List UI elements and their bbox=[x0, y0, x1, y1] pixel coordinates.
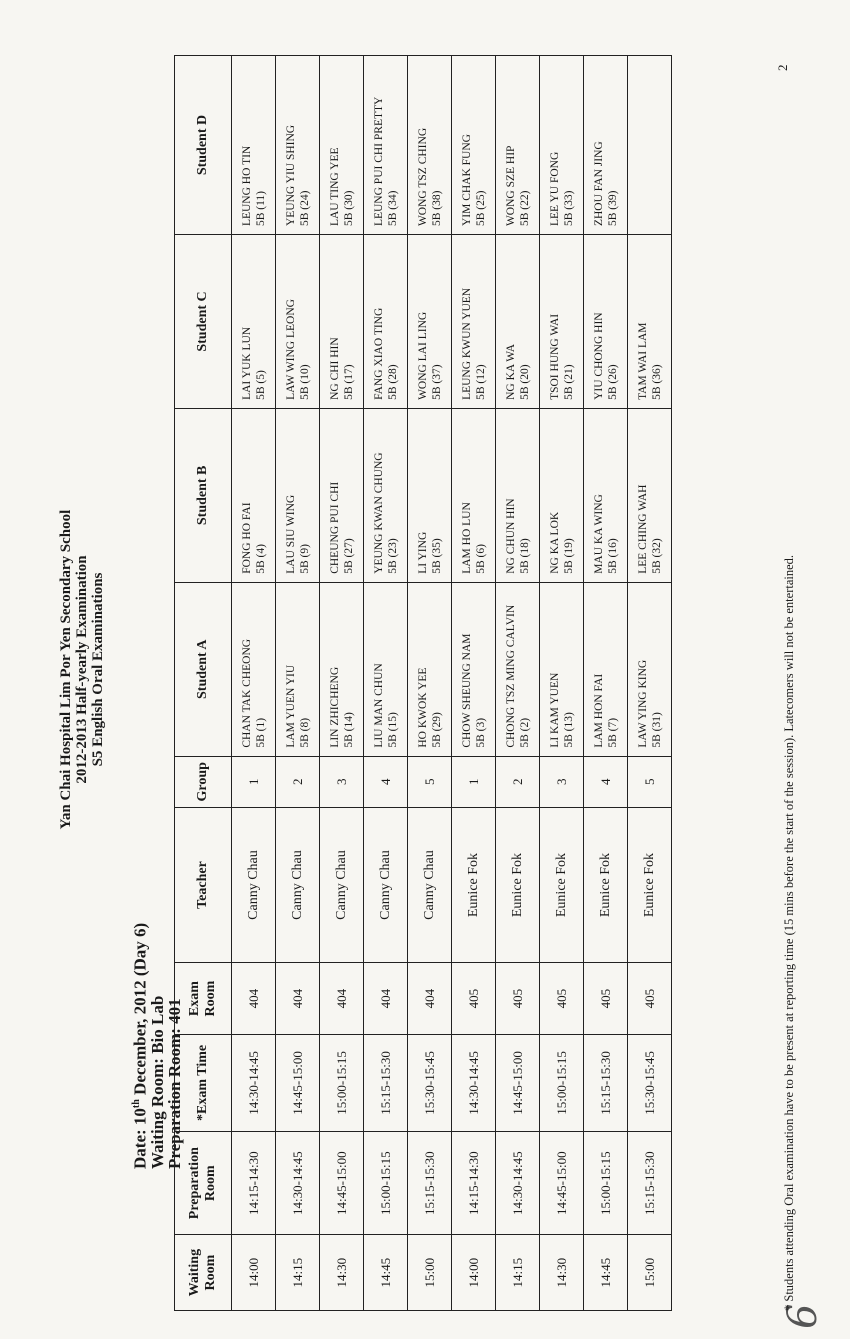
student-class: 5B (1) bbox=[254, 717, 267, 748]
student-a-cell bbox=[540, 582, 584, 756]
student-class: 5B (36) bbox=[650, 364, 663, 400]
handwritten-mark: 6 bbox=[780, 1303, 826, 1329]
exam-room-cell: 404 bbox=[408, 963, 452, 1035]
waiting-time-cell: 15:00 bbox=[628, 1235, 672, 1311]
exam-time-cell: 15:15-15:30 bbox=[584, 1034, 628, 1131]
waiting-time-cell: 15:00 bbox=[408, 1235, 452, 1311]
teacher-cell: Canny Chau bbox=[364, 807, 408, 962]
group-cell: 3 bbox=[320, 756, 364, 807]
student-d-cell bbox=[496, 56, 540, 235]
student-class: 5B (35) bbox=[430, 538, 443, 574]
student-c-cell bbox=[364, 235, 408, 409]
student-d-cell bbox=[452, 56, 496, 235]
exam-time-cell: 15:00-15:15 bbox=[320, 1034, 364, 1131]
student-name: YIU CHONG HIN bbox=[592, 312, 605, 400]
table-row bbox=[452, 56, 496, 1311]
student-b-cell bbox=[364, 408, 408, 582]
preparation-time-cell: 15:00-15:15 bbox=[364, 1132, 408, 1235]
student-class: 5B (23) bbox=[386, 538, 399, 574]
column-header-preparation: Preparation Room bbox=[175, 1132, 232, 1235]
group-cell: 4 bbox=[364, 756, 408, 807]
column-header-student-b: Student B bbox=[175, 408, 232, 582]
student-name: LEUNG KWUN YUEN bbox=[460, 287, 473, 400]
student-class: 5B (22) bbox=[518, 190, 531, 227]
column-header-student-a: Student A bbox=[175, 582, 232, 756]
student-a-cell bbox=[408, 582, 452, 756]
student-class: 5B (14) bbox=[342, 712, 355, 748]
group-cell: 1 bbox=[452, 756, 496, 807]
student-class: 5B (12) bbox=[474, 364, 487, 400]
preparation-time-cell: 14:15-14:30 bbox=[232, 1132, 276, 1235]
exam-time-cell: 15:30-15:45 bbox=[628, 1034, 672, 1131]
student-c-cell bbox=[628, 235, 672, 409]
table-row bbox=[320, 56, 364, 1311]
student-a-cell bbox=[364, 582, 408, 756]
table-row bbox=[496, 56, 540, 1311]
preparation-time-cell: 15:15-15:30 bbox=[408, 1132, 452, 1235]
student-name: LEUNG HO TIN bbox=[240, 145, 253, 227]
exam-time-cell: 14:45-15:00 bbox=[276, 1034, 320, 1131]
student-b-cell bbox=[276, 408, 320, 582]
group-cell: 4 bbox=[584, 756, 628, 807]
student-name: LI YING bbox=[416, 531, 429, 574]
student-name: FONG HO FAI bbox=[240, 502, 253, 574]
student-name: LEE YU FONG bbox=[548, 151, 561, 227]
student-name: LI KAM YUEN bbox=[548, 672, 561, 748]
student-c-cell bbox=[276, 235, 320, 409]
student-name: NG KA WA bbox=[504, 343, 517, 400]
document-header bbox=[58, 0, 106, 1339]
student-name: LAM YUEN YIU bbox=[284, 664, 297, 748]
table-row bbox=[408, 56, 452, 1311]
student-name: CHEUNG PUI CHI bbox=[328, 481, 341, 574]
student-name: CHOW SHEUNG NAM bbox=[460, 633, 473, 748]
teacher-cell: Eunice Fok bbox=[584, 807, 628, 962]
schedule-body bbox=[232, 56, 672, 1311]
waiting-room-info: Waiting Room: Bio Lab bbox=[147, 995, 167, 1169]
column-header-exam-time: *Exam Time bbox=[175, 1034, 232, 1131]
student-class: 5B (5) bbox=[254, 370, 267, 400]
student-name: NG CHI HIN bbox=[328, 337, 341, 400]
student-b-cell bbox=[584, 408, 628, 582]
school-name: Yan Chai Hospital Lim Por Yen Secondary School bbox=[58, 509, 74, 830]
student-c-cell bbox=[540, 235, 584, 409]
exam-room-cell: 404 bbox=[276, 963, 320, 1035]
student-name: LAU SIU WING bbox=[284, 494, 297, 574]
group-cell: 1 bbox=[232, 756, 276, 807]
student-name: CHONG TSZ MING CALVIN bbox=[504, 604, 517, 748]
student-a-cell bbox=[496, 582, 540, 756]
student-c-cell bbox=[584, 235, 628, 409]
student-class: 5B (7) bbox=[606, 717, 619, 748]
group-cell: 3 bbox=[540, 756, 584, 807]
student-name: YEUNG KWAN CHUNG bbox=[372, 452, 385, 574]
page-number: 2 bbox=[775, 64, 790, 71]
student-name: YEUNG YIU SHING bbox=[284, 124, 297, 227]
teacher-cell: Eunice Fok bbox=[628, 807, 672, 962]
exam-room-cell: 405 bbox=[496, 963, 540, 1035]
student-class: 5B (29) bbox=[430, 712, 443, 748]
student-class: 5B (38) bbox=[430, 190, 443, 227]
teacher-cell: Eunice Fok bbox=[452, 807, 496, 962]
header-row bbox=[175, 56, 232, 1311]
student-class: 5B (2) bbox=[518, 717, 531, 748]
student-class: 5B (6) bbox=[474, 544, 487, 574]
student-class: 5B (28) bbox=[386, 364, 399, 400]
student-name: LAM HON FAI bbox=[592, 673, 605, 748]
student-class: 5B (20) bbox=[518, 364, 531, 400]
student-class: 5B (39) bbox=[606, 190, 619, 227]
student-class: 5B (31) bbox=[650, 712, 663, 748]
waiting-time-cell: 14:00 bbox=[452, 1235, 496, 1311]
table-row bbox=[540, 56, 584, 1311]
waiting-time-cell: 14:30 bbox=[320, 1235, 364, 1311]
preparation-time-cell: 14:45-15:00 bbox=[540, 1132, 584, 1235]
student-d-cell bbox=[276, 56, 320, 235]
student-d-cell bbox=[232, 56, 276, 235]
student-class: 5B (3) bbox=[474, 717, 487, 748]
teacher-cell: Canny Chau bbox=[408, 807, 452, 962]
student-c-cell bbox=[320, 235, 364, 409]
schedule-table bbox=[174, 55, 672, 1311]
student-a-cell bbox=[452, 582, 496, 756]
student-d-cell bbox=[584, 56, 628, 235]
table-row bbox=[628, 56, 672, 1311]
student-d-cell bbox=[364, 56, 408, 235]
table-row bbox=[364, 56, 408, 1311]
student-name: LEUNG PUI CHI PRETTY bbox=[372, 96, 385, 227]
waiting-time-cell: 14:45 bbox=[364, 1235, 408, 1311]
student-class: 5B (16) bbox=[606, 538, 619, 574]
column-header-group: Group bbox=[175, 756, 232, 807]
student-name: NG KA LOK bbox=[548, 511, 561, 574]
student-a-cell bbox=[584, 582, 628, 756]
column-header-teacher: Teacher bbox=[175, 807, 232, 962]
group-cell: 2 bbox=[496, 756, 540, 807]
table-row bbox=[232, 56, 276, 1311]
student-class: 5B (15) bbox=[386, 712, 399, 748]
student-b-cell bbox=[320, 408, 364, 582]
student-name: TAM WAI LAM bbox=[636, 322, 649, 400]
student-class: 5B (8) bbox=[298, 717, 311, 748]
column-header-waiting: Waiting Room bbox=[175, 1235, 232, 1311]
student-c-cell bbox=[408, 235, 452, 409]
exam-time-cell: 14:45-15:00 bbox=[496, 1034, 540, 1131]
student-a-cell bbox=[320, 582, 364, 756]
student-name: LIN ZHICHENG bbox=[328, 666, 341, 748]
student-a-cell bbox=[276, 582, 320, 756]
exam-time-cell: 15:00-15:15 bbox=[540, 1034, 584, 1131]
student-class: 5B (30) bbox=[342, 190, 355, 227]
student-name: LAM HO LUN bbox=[460, 502, 473, 574]
preparation-time-cell: 14:45-15:00 bbox=[320, 1132, 364, 1235]
student-a-cell bbox=[628, 582, 672, 756]
exam-room-cell: 405 bbox=[540, 963, 584, 1035]
student-name: LAW YING KING bbox=[636, 659, 649, 748]
student-c-cell bbox=[232, 235, 276, 409]
waiting-time-cell: 14:45 bbox=[584, 1235, 628, 1311]
student-class: 5B (24) bbox=[298, 190, 311, 227]
teacher-cell: Eunice Fok bbox=[540, 807, 584, 962]
student-b-cell bbox=[496, 408, 540, 582]
teacher-cell: Eunice Fok bbox=[496, 807, 540, 962]
preparation-time-cell: 14:30-14:45 bbox=[496, 1132, 540, 1235]
student-b-cell bbox=[452, 408, 496, 582]
student-c-cell bbox=[496, 235, 540, 409]
student-d-cell bbox=[540, 56, 584, 235]
student-name: ZHOU FAN JING bbox=[592, 141, 605, 227]
exam-room-cell: 405 bbox=[452, 963, 496, 1035]
teacher-cell: Canny Chau bbox=[232, 807, 276, 962]
student-name: LAW WING LEONG bbox=[284, 299, 297, 400]
exam-room-cell: 404 bbox=[320, 963, 364, 1035]
student-name: WONG SZE HIP bbox=[504, 145, 517, 227]
teacher-cell: Canny Chau bbox=[276, 807, 320, 962]
student-d-cell bbox=[628, 56, 672, 235]
student-class: 5B (21) bbox=[562, 364, 575, 400]
student-class: 5B (10) bbox=[298, 364, 311, 400]
student-class: 5B (13) bbox=[562, 712, 575, 748]
waiting-time-cell: 14:00 bbox=[232, 1235, 276, 1311]
student-name: MAU KA WING bbox=[592, 494, 605, 574]
student-b-cell bbox=[540, 408, 584, 582]
student-name: HO KWOK YEE bbox=[416, 667, 429, 748]
student-class: 5B (34) bbox=[386, 190, 399, 227]
preparation-room-info: Preparation Room: 401 bbox=[164, 998, 184, 1169]
table-row bbox=[276, 56, 320, 1311]
waiting-time-cell: 14:15 bbox=[496, 1235, 540, 1311]
student-name: CHAN TAK CHEONG bbox=[240, 638, 253, 748]
student-b-cell bbox=[232, 408, 276, 582]
waiting-time-cell: 14:30 bbox=[540, 1235, 584, 1311]
student-class: 5B (11) bbox=[254, 191, 267, 227]
preparation-time-cell: 14:30-14:45 bbox=[276, 1132, 320, 1235]
student-class: 5B (32) bbox=[650, 538, 663, 574]
exam-date: Date: 10th December, 2012 (Day 6) bbox=[130, 922, 150, 1169]
preparation-time-cell: 15:15-15:30 bbox=[628, 1132, 672, 1235]
student-name: WONG LAI LING bbox=[416, 311, 429, 400]
student-name: TSOI HUNG WAI bbox=[548, 313, 561, 400]
exam-title: 2012-2013 Half-yearly Examination bbox=[74, 555, 90, 784]
student-class: 5B (18) bbox=[518, 538, 531, 574]
student-name: LAU TING YEE bbox=[328, 147, 341, 227]
exam-time-cell: 14:30-14:45 bbox=[452, 1034, 496, 1131]
student-a-cell bbox=[232, 582, 276, 756]
footnote: * Students attending Oral examination have to be present at reporting time (15 mins before the start of the session). Latecomers will not be entertained. bbox=[782, 554, 796, 1311]
student-class: 5B (37) bbox=[430, 364, 443, 400]
exam-subtitle: S5 English Oral Examinations bbox=[90, 572, 106, 767]
student-class: 5B (19) bbox=[562, 538, 575, 574]
student-class: 5B (9) bbox=[298, 544, 311, 574]
teacher-cell: Canny Chau bbox=[320, 807, 364, 962]
student-name: FANG XIAO TING bbox=[372, 307, 385, 400]
column-header-student-c: Student C bbox=[175, 235, 232, 409]
preparation-time-cell: 14:15-14:30 bbox=[452, 1132, 496, 1235]
student-name: LAI YUK LUN bbox=[240, 326, 253, 400]
student-d-cell bbox=[408, 56, 452, 235]
exam-room-cell: 405 bbox=[628, 963, 672, 1035]
exam-time-cell: 15:15-15:30 bbox=[364, 1034, 408, 1131]
student-name: WONG TSZ CHING bbox=[416, 127, 429, 227]
student-name: NG CHUN HIN bbox=[504, 498, 517, 574]
student-b-cell bbox=[408, 408, 452, 582]
column-header-exam-room: Exam Room bbox=[175, 963, 232, 1035]
preparation-time-cell: 15:00-15:15 bbox=[584, 1132, 628, 1235]
student-d-cell bbox=[320, 56, 364, 235]
exam-time-cell: 14:30-14:45 bbox=[232, 1034, 276, 1131]
student-class: 5B (33) bbox=[562, 190, 575, 227]
exam-time-cell: 15:30-15:45 bbox=[408, 1034, 452, 1131]
student-class: 5B (25) bbox=[474, 190, 487, 227]
exam-room-cell: 404 bbox=[364, 963, 408, 1035]
student-class: 5B (4) bbox=[254, 544, 267, 574]
exam-room-cell: 404 bbox=[232, 963, 276, 1035]
table-row bbox=[584, 56, 628, 1311]
student-class: 5B (27) bbox=[342, 538, 355, 574]
student-class: 5B (26) bbox=[606, 364, 619, 400]
student-name: LEE CHING WAH bbox=[636, 484, 649, 574]
waiting-time-cell: 14:15 bbox=[276, 1235, 320, 1311]
column-header-student-d: Student D bbox=[175, 56, 232, 235]
exam-room-cell: 405 bbox=[584, 963, 628, 1035]
student-class: 5B (17) bbox=[342, 364, 355, 400]
student-c-cell bbox=[452, 235, 496, 409]
student-name: LIU MAN CHUN bbox=[372, 663, 385, 748]
group-cell: 2 bbox=[276, 756, 320, 807]
student-b-cell bbox=[628, 408, 672, 582]
group-cell: 5 bbox=[628, 756, 672, 807]
student-name: YIM CHAK FUNG bbox=[460, 134, 473, 227]
group-cell: 5 bbox=[408, 756, 452, 807]
